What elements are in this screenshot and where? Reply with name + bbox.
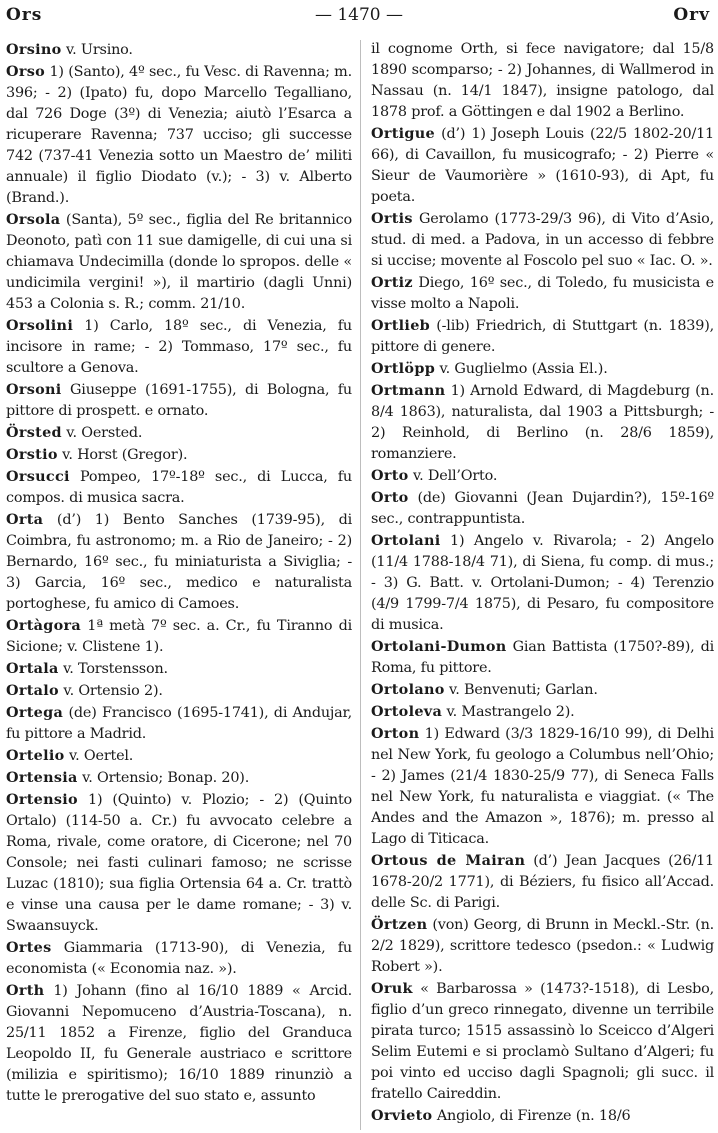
entry-headword: Ortes [6,939,52,956]
dictionary-entry [371,39,714,123]
entry-text: 1) (Quinto) v. Plozio; - 2) (Quinto Ortalo) (114-50 a. Cr.) fu avvocato celebre a Roma, rivale, come oratore, di Cicerone; nel 70 Console; nei fasti culinari famoso; ne scrisse Luzac (1810); sua figlia Ortensia 64 a. Cr. trattò e vinse una causa per le dame romane; - 3) v. Swaansuyck. [6,792,352,934]
entry-headword: Orsolini [6,317,74,334]
entry-headword: Orstio [6,446,58,463]
entry-headword: Ortis [371,210,413,227]
dictionary-entry [371,487,714,530]
dictionary-entry [371,679,714,701]
dictionary-entry [371,530,714,636]
dictionary-entry [6,937,352,980]
column-divider [360,40,361,1130]
dictionary-entry [6,767,352,789]
entry-headword: Ortiz [371,274,413,291]
header-left-guide-word: Ors [6,5,43,25]
entry-text: Giuseppe (1691-1755), di Bologna, fu pittore di prospett. e ornato. [6,382,352,419]
entry-headword: Ortlieb [371,317,431,334]
entry-headword: Oruk [371,980,413,997]
entry-text: 1) Johann (fino al 16/10 1889 « Arcid. Giovanni Nepomuceno d’Austria-Toscana), n. 25/11 1852 a Firenze, figlio del Granduca Leopoldo II, fu Generale austriaco e scrittore (milizia e spiritismo); 16/10 1889 rinunziò a tutte le prerogative del suo stato e, assunto [6,983,352,1104]
right-column [371,39,714,1131]
entry-headword: Ortelio [6,747,65,764]
dictionary-entry [371,978,714,1105]
entry-headword: Örsted [6,424,62,441]
entry-headword: Ortigue [371,125,436,142]
entry-text: Diego, 16º sec., di Toledo, fu musicista e visse molto a Napoli. [371,275,714,312]
dictionary-entry [6,466,352,509]
dictionary-entry [6,789,352,937]
entry-text: v. Mastrangelo 2). [446,704,575,720]
entry-text: Pompeo, 17º-18º sec., di Lucca, fu compos. di musica sacra. [6,469,352,506]
entry-text: 1) Angelo v. Rivarola; - 2) Angelo (11/4 1788-18/4 71), di Siena, fu comp. di mus.; - 3) G. Batt. v. Ortolani-Dumon; - 4) Terenzio (4/9 1799-7/4 1875), di Pesaro, fu compositore di musica. [371,533,714,633]
entry-text: v. Horst (Gregor). [62,447,188,463]
dictionary-entry [371,850,714,914]
dictionary-entry [6,509,352,615]
dictionary-entry [371,914,714,978]
entry-text: 1) Arnold Edward, di Magdeburg (n. 8/4 1863), naturalista, dal 1903 a Pittsburgh; - 2) Reinhold, di Berlino (n. 28/6 1859), romanziere. [371,383,714,462]
dictionary-entry [6,680,352,702]
dictionary-entry [371,380,714,465]
entry-headword: Orto [371,489,409,506]
entry-text: v. Oersted. [66,425,143,441]
dictionary-entry [6,422,352,444]
page-number: — 1470 — [314,5,404,25]
entry-text: 1) (Santo), 4º sec., fu Vesc. di Ravenna; m. 396; - 2) (Ipato) fu, dopo Marcello Tegalliano, dal 726 Doge (3º) di Venezia; aiutò l’Esarca a ricuperare Ravenna; 737 ucciso; gli successe 742 (737-41 Venezia sotto un Maestro de’ militi annuale) il figlio Diodato (v.); - 3) v. Alberto (Brand.). [6,64,352,206]
entry-text: 1) Edward (3/3 1829-16/10 99), di Delhi nel New York, fu geologo a Columbus nell’Ohio; - 2) James (21/4 1830-25/9 77), di Seneca Falls nel New York, fu naturalista e viaggiat. (« The Andes and the Amazon », 1876); m. presso al Lago di Titicaca. [371,726,714,847]
entry-headword: Orth [6,982,45,999]
entry-headword: Ortalo [6,682,59,699]
entry-text: Gerolamo (1773-29/3 96), di Vito d’Asio, stud. di med. a Padova, in un accesso di febbre si uccise; movente al Foscolo pel suo « Iac. O. ». [371,211,714,269]
entry-text: v. Torstensson. [63,661,168,677]
header-right-guide-word: Orv [673,5,710,25]
entry-text: Gian Battista (1750?-89), di Roma, fu pittore. [371,639,714,676]
entry-text: v. Guglielmo (Assia El.). [439,361,608,377]
entry-headword: Ortega [6,704,64,721]
dictionary-entry [6,379,352,422]
entry-text: (-lib) Friedrich, di Stuttgart (n. 1839), pittore di genere. [371,318,714,355]
entry-text: (d’) Jean Jacques (26/11 1678-20/2 1771), di Béziers, fu fisico all’Accad. delle Sc. di Parigi. [371,853,714,911]
dictionary-entry [371,358,714,380]
entry-headword: Orta [6,511,44,528]
entry-text: v. Benvenuti; Garlan. [449,682,598,698]
entry-text: (d’) 1) Joseph Louis (22/5 1802-20/11 66), di Cavaillon, fu musicografo; - 2) Pierre « Sieur de Vaumorière » (1610-93), di Apt, fu poeta. [371,126,714,205]
entry-text: 1ª metà 7º sec. a. Cr., fu Tiranno di Sicione; v. Clistene 1). [6,618,352,655]
entry-headword: Orsino [6,41,62,58]
page-header [0,2,718,32]
entry-text: (de) Giovanni (Jean Dujardin?), 15º-16º sec., contrappuntista. [371,490,714,527]
dictionary-entry [371,465,714,487]
dictionary-entry [6,61,352,209]
entry-text: v. Dell’Orto. [412,468,498,484]
dictionary-entry [6,444,352,466]
entry-text: (de) Francisco (1695-1741), di Andujar, fu pittore a Madrid. [6,705,352,742]
entry-text: « Barbarossa » (1473?-1518), di Lesbo, figlio d’un greco rinnegato, divenne un terribile pirata turco; 1515 assassinò lo Sceicco d’Algeri Selim Eutemi e si proclamò Sultano d’Algeri; fu poi vinto ed ucciso dagli Spagnoli; gli succ. il fratello Caireddin. [371,981,714,1102]
entry-text: 1) Carlo, 18º sec., di Venezia, fu incisore in rame; - 2) Tommaso, 17º sec., fu scultore a Genova. [6,318,352,376]
entry-headword: Ortoleva [371,703,443,720]
entry-text: Angiolo, di Firenze (n. 18/6 [436,1108,631,1124]
dictionary-entry [371,208,714,272]
entry-headword: Ortala [6,660,59,677]
entry-headword: Ortensia [6,769,78,786]
entry-text: v. Oertel. [68,748,134,764]
entry-headword: Ortàgora [6,617,82,634]
entry-text: il cognome Orth, si fece navigatore; dal 15/8 1890 scomparso; - 2) Johannes, di Wallmerod in Nassau (n. 14/1 1847), insigne patologo, dal 1878 prof. a Göttingen e dal 1902 a Berlino. [371,41,714,120]
dictionary-entry [371,636,714,679]
dictionary-entry [6,745,352,767]
dictionary-entry [371,723,714,850]
dictionary-entry [6,615,352,658]
dictionary-entry [6,39,352,61]
entry-headword: Ortlöpp [371,360,436,377]
entry-headword: Orto [371,467,409,484]
left-column [6,39,352,1131]
dictionary-entry [371,1105,714,1127]
dictionary-entry [371,272,714,315]
entry-text: Giammaria (1713-90), di Venezia, fu economista (« Economia naz. »). [6,940,352,977]
entry-headword: Orton [371,725,420,742]
entry-headword: Ortolano [371,681,445,698]
entry-headword: Orvieto [371,1107,433,1124]
dictionary-entry [371,315,714,358]
dictionary-entry [6,209,352,315]
entry-headword: Orsoni [6,381,62,398]
entry-headword: Ortmann [371,382,446,399]
entry-headword: Ortolani-Dumon [371,638,507,655]
entry-text: v. Ortensio 2). [63,683,163,699]
dictionary-entry [6,702,352,745]
entry-text: v. Ursino. [65,42,133,58]
entry-headword: Ortous de Mairan [371,852,526,869]
entry-text: (Santa), 5º sec., figlia del Re britannico Deonoto, patì con 11 sue damigelle, di cui una si chiamava Undecimilla (donde lo spropos. delle « undicimila vergini! »), il martirio (dagli Unni) 453 a Colonia s. R.; comm. 21/10. [6,212,352,312]
entry-text: (d’) 1) Bento Sanches (1739-95), di Coimbra, fu astronomo; m. a Rio de Janeiro; - 2) Bernardo, 16º sec., fu miniaturista a Siviglia; - 3) Garcia, 16º sec., medico e naturalista portoghese, fu amico di Camoes. [6,512,352,612]
entry-headword: Orsola [6,211,61,228]
dictionary-entry [6,658,352,680]
dictionary-entry [371,123,714,208]
entry-text: v. Ortensio; Bonap. 20). [82,770,250,786]
dictionary-entry [6,315,352,379]
dictionary-entry [6,980,352,1107]
entry-headword: Örtzen [371,916,428,933]
entry-headword: Orsucci [6,468,70,485]
entry-headword: Orso [6,63,46,80]
entry-text: (von) Georg, di Brunn in Meckl.-Str. (n. 2/2 1829), scrittore tedesco (psedon.: « Ludwig Robert »). [371,917,714,975]
entry-headword: Ortolani [371,532,441,549]
entry-headword: Ortensio [6,791,78,808]
dictionary-entry [371,701,714,723]
